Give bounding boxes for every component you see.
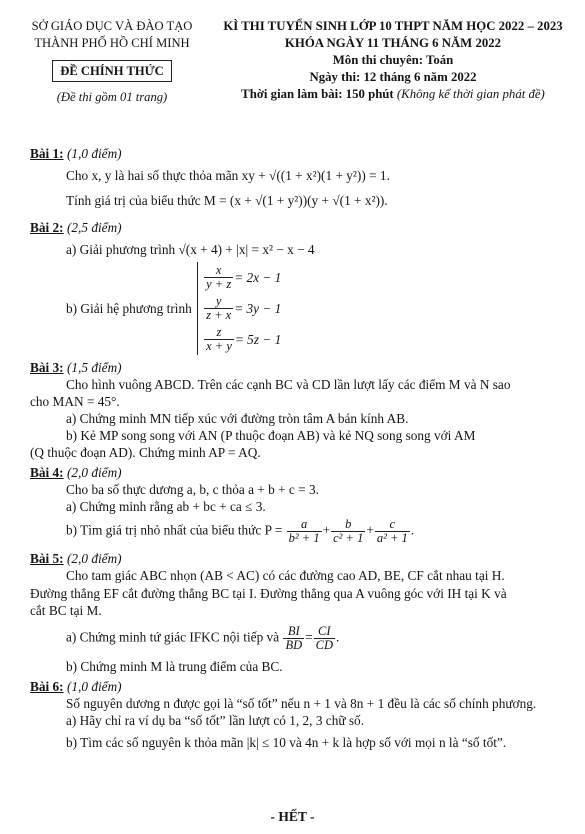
problem-points: (2,0 điểm) — [66, 551, 122, 567]
exam-title: KÌ THI TUYỂN SINH LỚP 10 THPT NĂM HỌC 2022 – 2023 — [223, 19, 563, 33]
fraction-numerator: a — [301, 517, 308, 532]
problem-text: Số nguyên dương n được gọi là “số tốt” nếu n + 1 và 8n + 1 đều là các số chính phương. — [66, 695, 537, 711]
fraction-numerator: c — [389, 517, 396, 532]
fraction-numerator: CI — [318, 623, 331, 638]
fraction-denominator: a² + 1 — [376, 531, 408, 546]
problem-points: (1,0 điểm) — [66, 146, 122, 161]
fraction-numerator: b — [345, 517, 352, 532]
fraction-denominator: x + y — [206, 339, 232, 354]
equation-rhs: = 5z − 1 — [234, 332, 282, 348]
department-line-1: SỞ GIÁO DỤC VÀ ĐÀO TẠO — [31, 19, 193, 33]
exam-date: Ngày thi: 12 tháng 6 năm 2022 — [309, 70, 477, 85]
problem-points: (1,5 điểm) — [66, 360, 122, 376]
problem-3 — [30, 359, 575, 461]
system-equation — [203, 293, 281, 324]
fraction — [314, 625, 335, 652]
department-line-2: THÀNH PHỐ HỒ CHÍ MINH — [34, 35, 190, 50]
fraction-denominator: CD — [315, 637, 333, 652]
system-equation — [203, 262, 281, 293]
exam-duration-note: (Không kể thời gian phát đề) — [396, 87, 545, 102]
problem-text: a) Chứng minh tứ giác IFKC nội tiếp và — [66, 629, 280, 645]
equation-rhs: = 3y − 1 — [234, 301, 282, 317]
problem-title: Bài 2: — [30, 220, 64, 236]
problem-text: Đường thẳng EF cắt đường thẳng BC tại I. Đường thẳng qua A vuông góc với IH tại K và — [30, 585, 507, 601]
problem-text: Cho x, y là hai số thực thỏa mãn xy + √((1 + x²)(1 + y²)) = 1. — [66, 168, 390, 184]
fraction-numerator: y — [215, 293, 222, 308]
problem-heading — [30, 464, 575, 481]
exam-duration-line — [214, 86, 572, 103]
exam-subject: Môn thi chuyên: Toán — [332, 53, 454, 68]
problem-1 — [30, 145, 575, 209]
expression-line: b) Tìm giá trị nhỏ nhất của biểu thức P = $\frac{a}{\text{b² + 1}}$ + $\frac{b}{\text{c² + 1}}$ + $\frac{c}{\text{a² + 1}}$ . — [66, 517, 415, 546]
problem-title: Bài 5: — [30, 551, 64, 567]
problem-heading — [30, 678, 575, 695]
problem-text: b) Tìm các số nguyên k thỏa mãn |k| ≤ 10 và 4n + k là hợp số với mọi n là “số tốt”. — [66, 734, 507, 750]
problem-points: (2,0 điểm) — [66, 465, 122, 481]
pages-note: (Đề thi gồm 01 trang) — [56, 89, 168, 104]
problem-text: a) Chứng minh MN tiếp xúc với đường tròn tâm A bán kính AB. — [66, 411, 409, 427]
fraction-denominator: y + z — [206, 277, 232, 292]
problem-points: (1,0 điểm) — [66, 678, 122, 694]
problem-text: b) Chứng minh M là trung điểm của BC. — [66, 658, 283, 674]
fraction — [331, 518, 365, 545]
problem-text: cắt BC tại M. — [30, 602, 102, 618]
problem-text: b) Kẻ MP song song với AN (P thuộc đoạn AB) và kẻ NQ song song với AM — [66, 428, 476, 444]
fraction-denominator: c² + 1 — [333, 531, 364, 546]
ratio-line: a) Chứng minh tứ giác IFKC nội tiếp và $\frac{BI}{BD}$ = $\frac{CI}{CD}$ . — [66, 623, 340, 652]
exam-session: KHÓA NGÀY 11 THÁNG 6 NĂM 2022 — [284, 36, 502, 51]
problem-text: a) Giải phương trình √(x + 4) + |x| = x² − x − 4 — [66, 242, 315, 258]
problem-text: Cho tam giác ABC nhọn (AB < AC) có các đường cao AD, BE, CF cắt nhau tại H. — [66, 568, 505, 584]
problem-text: (Q thuộc đoạn AD). Chứng minh AP = AQ. — [30, 445, 261, 461]
exam-problems — [30, 142, 575, 751]
problem-text: Tính giá trị của biểu thức M = (x + √(1 + y²))(y + √(1 + x²)). — [66, 193, 388, 209]
header-department — [22, 18, 202, 105]
problem-5 — [30, 550, 575, 674]
problem-text: a) Chứng minh rằng ab + bc + ca ≤ 3. — [66, 499, 266, 515]
exam-duration: Thời gian làm bài: 150 phút — [241, 87, 394, 102]
system-equation — [203, 324, 281, 355]
problem-title: Bài 3: — [30, 360, 64, 376]
fraction — [375, 518, 410, 545]
problem-text: b) Tìm giá trị nhỏ nhất của biểu thức P = — [66, 522, 283, 538]
header-exam-info — [214, 18, 572, 103]
problem-text: cho MAN = 45°. — [30, 394, 120, 410]
problem-text: Cho hình vuông ABCD. Trên các cạnh BC và CD lần lượt lấy các điểm M và N sao — [66, 377, 511, 393]
fraction — [204, 295, 233, 322]
equation-rhs: = 2x − 1 — [234, 270, 282, 286]
fraction — [283, 625, 304, 652]
problem-2 — [30, 219, 575, 355]
problem-6 — [30, 678, 575, 751]
fraction-numerator: x — [215, 262, 222, 277]
problem-4 — [30, 464, 575, 545]
fraction-denominator: b² + 1 — [288, 531, 320, 546]
problem-title: Bài 4: — [30, 465, 64, 481]
problem-text: Cho ba số thực dương a, b, c thỏa a + b + c = 3. — [66, 482, 319, 498]
problem-points: (2,5 điểm) — [66, 220, 122, 236]
equation-system-block — [30, 262, 575, 355]
problem-heading — [30, 550, 575, 567]
equation-system — [197, 262, 281, 355]
official-exam-label: ĐỀ CHÍNH THỨC — [52, 60, 172, 82]
problem-title: Bài 1: — [30, 146, 64, 161]
problem-heading — [30, 359, 575, 376]
fraction — [204, 326, 234, 353]
fraction-numerator: z — [216, 324, 222, 339]
fraction-denominator: BD — [285, 637, 303, 652]
fraction — [287, 518, 322, 545]
problem-heading — [30, 219, 575, 236]
problem-heading — [30, 145, 575, 162]
problem-title: Bài 6: — [30, 678, 64, 694]
fraction-denominator: z + x — [206, 308, 232, 323]
fraction-numerator: BI — [287, 623, 300, 638]
problem-text: b) Giải hệ phương trình — [66, 301, 192, 317]
fraction — [204, 264, 233, 291]
end-mark: - HẾT - — [270, 809, 315, 824]
problem-text: a) Hãy chỉ ra ví dụ ba “số tốt” lần lượt có 1, 2, 3 chữ số. — [66, 712, 365, 728]
